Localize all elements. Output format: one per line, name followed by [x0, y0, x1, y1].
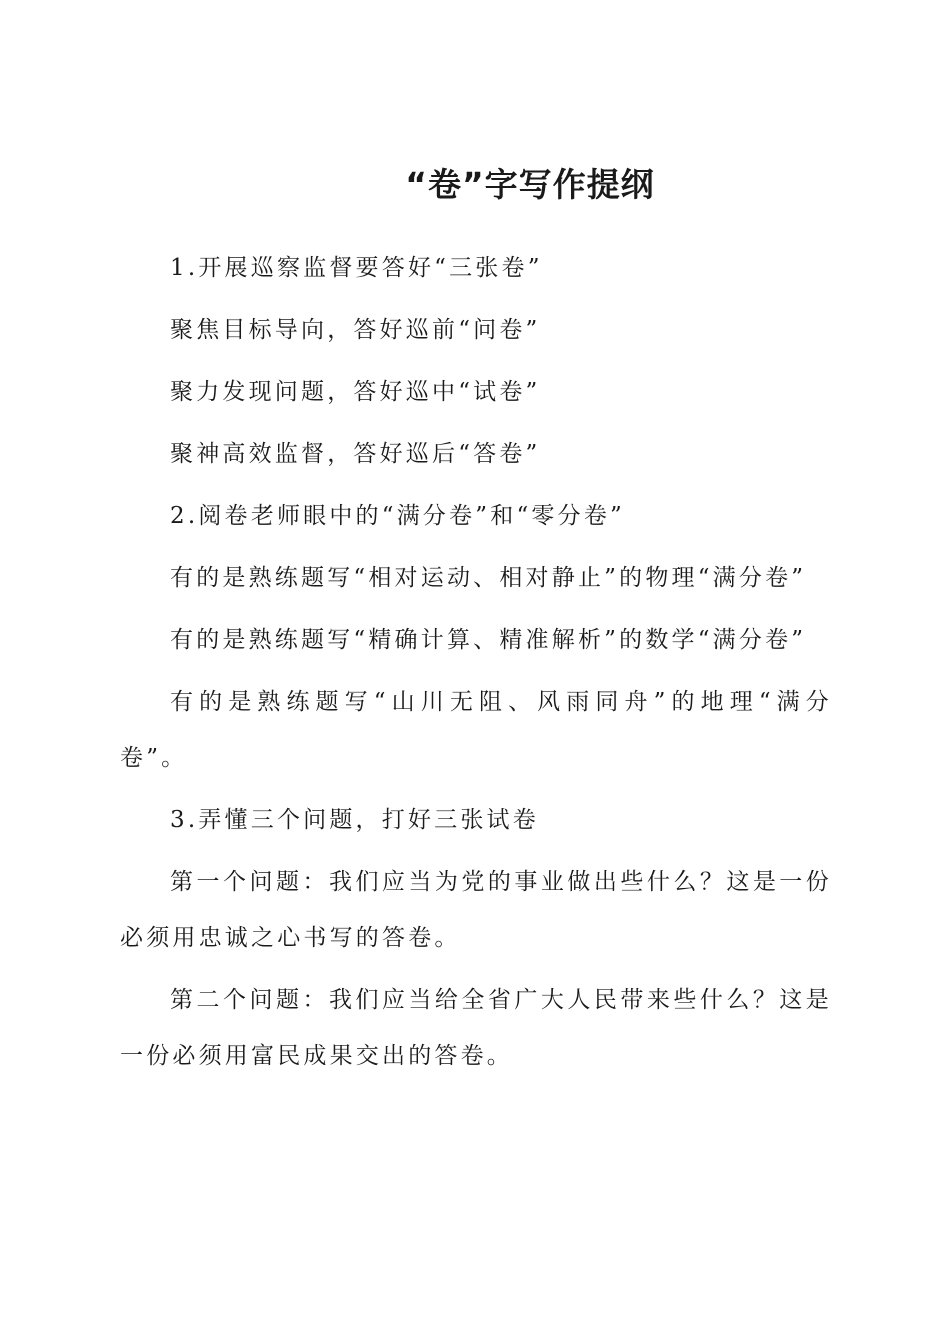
document-body — [120, 240, 832, 1090]
paragraph: 第一个问题：我们应当为党的事业做出些什么？这是一份必须用忠诚之心书写的答卷。 — [120, 869, 832, 951]
paragraph-heading-2: 2.阅卷老师眼中的“满分卷”和“零分卷” — [170, 503, 625, 529]
paragraph: 有的是熟练题写“山川无阻、风雨同舟”的地理“满分卷”。 — [120, 689, 832, 771]
paragraph-heading-3: 3.弄懂三个问题，打好三张试卷 — [170, 807, 539, 833]
paragraph: 有的是熟练题写“相对运动、相对静止”的物理“满分卷” — [170, 565, 807, 591]
paragraph-heading-1: 1.开展巡察监督要答好“三张卷” — [170, 255, 543, 281]
paragraph: 聚焦目标导向，答好巡前“问卷” — [170, 317, 541, 343]
paragraph: 第二个问题：我们应当给全省广大人民带来些什么？这是一份必须用富民成果交出的答卷。 — [120, 987, 832, 1069]
paragraph: 聚力发现问题，答好巡中“试卷” — [170, 379, 541, 405]
document-title: “卷”字写作提纲 — [405, 165, 655, 204]
paragraph: 聚神高效监督，答好巡后“答卷” — [170, 441, 541, 467]
paragraph: 有的是熟练题写“精确计算、精准解析”的数学“满分卷” — [170, 627, 807, 653]
